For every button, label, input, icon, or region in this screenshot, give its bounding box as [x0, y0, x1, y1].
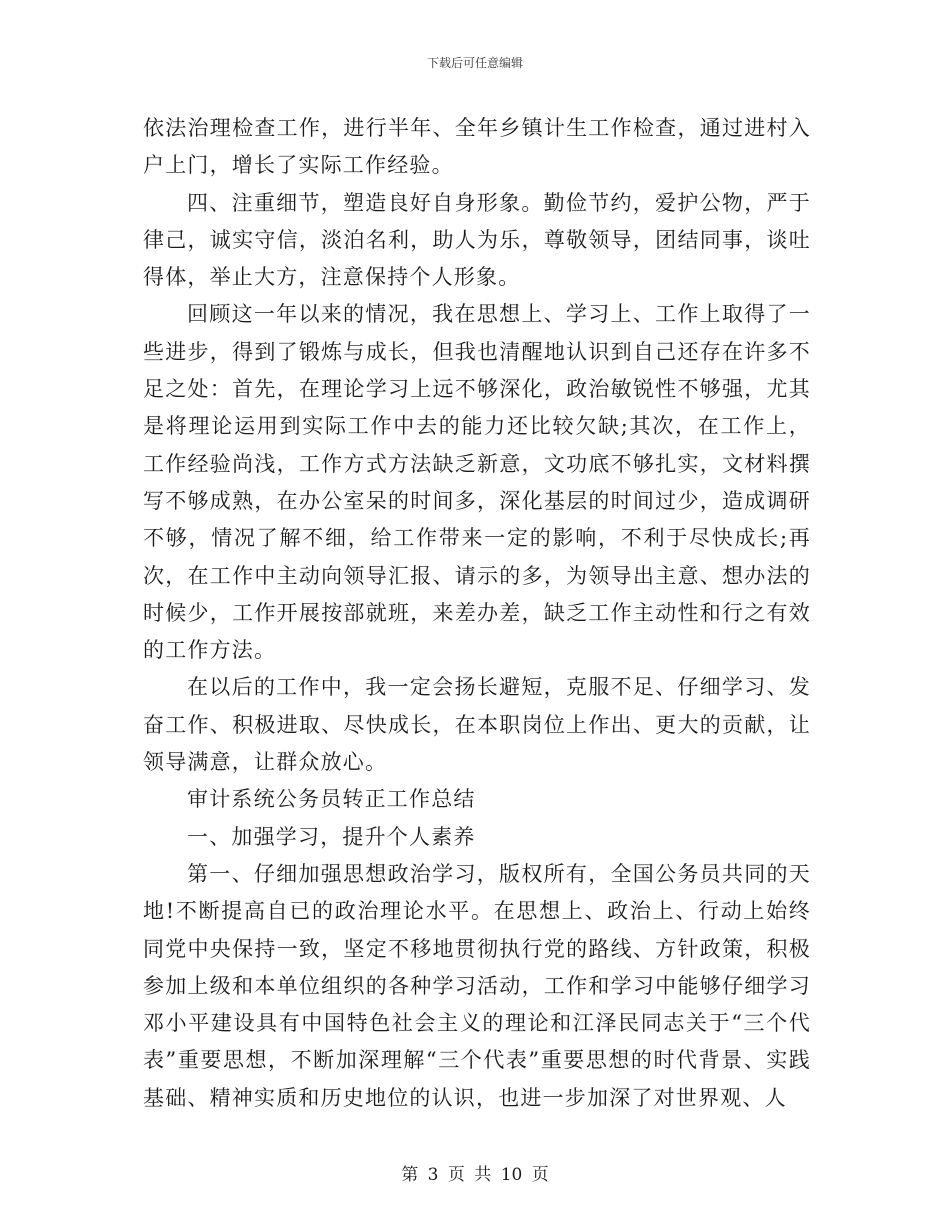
page-number-footer	[0, 1160, 950, 1185]
footer-page-word: 页	[447, 1165, 465, 1185]
page-header-note: 下载后可任意编辑	[426, 56, 523, 70]
paragraph-4: 在以后的工作中，我一定会扬长避短，克服不足、仔细学习、发奋工作、积极进取、尽快成长，在本职岗位上作出、更大的贡献，让领导满意，让群众放心。	[143, 675, 811, 775]
current-page-number: 3	[427, 1165, 439, 1185]
footer-prefix: 第	[401, 1165, 419, 1185]
total-page-count: 10	[500, 1165, 523, 1185]
section-title: 审计系统公务员转正工作总结	[187, 787, 476, 812]
paragraph-3: 回顾这一年以来的情况，我在思想上、学习上、工作上取得了一些进步，得到了锻炼与成长，但我也清醒地认识到自己还存在许多不足之处：首先，在理论学习上远不够深化，政治敏锐性不够强，尤其是将理论运用到实际工作中去的能力还比较欠缺;其次，在工作上，工作经验尚浅，工作方式方法缺乏新意，文功底不够扎实，文材料撰写不够成熟，在办公室呆的时间多，深化基层的时间过少，造成调研不够，情况了解不细，给工作带来一定的影响，不利于尽快成长;再次，在工作中主动向领导汇报、请示的多，为领导出主意、想办法的时候少，工作开展按部就班，来差办差，缺乏工作主动性和行之有效的工作方法。	[143, 302, 811, 663]
paragraph-1: 依法治理检查工作，进行半年、全年乡镇计生工作检查，通过进村入户上门，增长了实际工作经验。	[143, 116, 811, 178]
paragraph-2: 四、注重细节，塑造良好自身形象。勤俭节约，爱护公物，严于律己，诚实守信，淡泊名利，助人为乐，尊敬领导，团结同事，谈吐得体，举止大方，注意保持个人形象。	[143, 190, 811, 290]
document-body	[143, 110, 811, 1117]
paragraph-5: 第一、仔细加强思想政治学习，版权所有，全国公务员共同的天地!不断提高自已的政治理论水平。在思想上、政治上、行动上始终同党中央保持一致，坚定不移地贯彻执行党的路线、方针政策，积极参加上级和本单位组织的各种学习活动，工作和学习中能够仔细学习邓小平建设具有中国特色社会主义的理论和江泽民同志关于“三个代表”重要思想，不断加深理解“三个代表”重要思想的时代背景、实践基础、精神实质和历史地位的认识，也进一步加深了对世界观、人	[143, 861, 811, 1110]
footer-total-word: 共	[474, 1165, 492, 1185]
section-heading-1: 一、加强学习，提升个人素养	[187, 824, 476, 849]
footer-suffix: 页	[531, 1165, 549, 1185]
